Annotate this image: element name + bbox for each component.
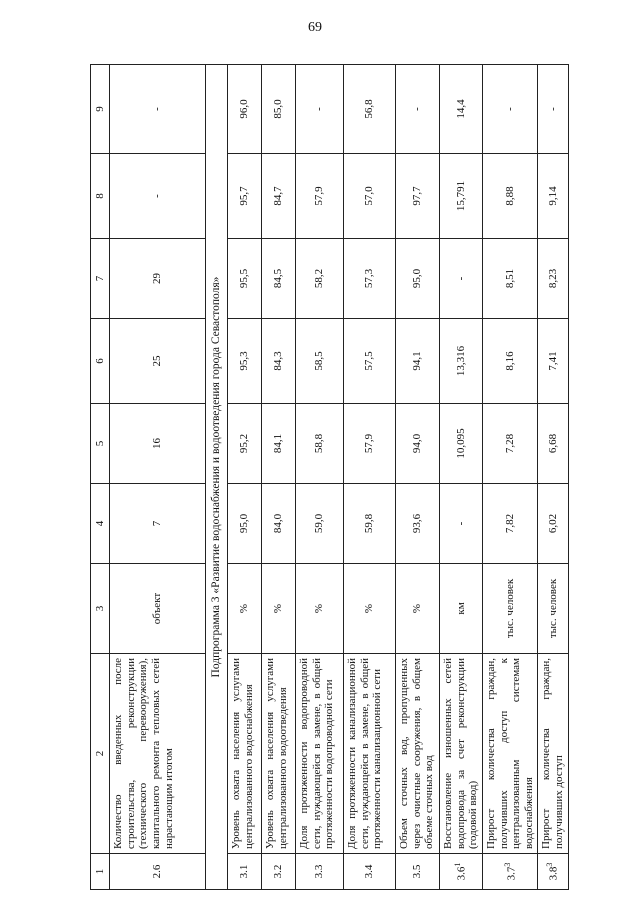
column-header: 8 [91,154,110,239]
row-id-text: 3.5 [411,864,424,879]
row-value: 7 [110,484,206,564]
row-id-text: 3.6 [455,866,468,881]
row-value: 96,0 [228,65,262,154]
row-value: - [110,154,206,239]
row-name: Уровень охвата населения услугами централизованного водоотведения [262,654,296,854]
table-row [296,65,344,890]
row-value: - [396,65,440,154]
row-value: 56,8 [344,65,396,154]
row-value: 84,0 [262,484,296,564]
row-name: Прирост количества граждан, получивших доступ к централизованным системам водоснабжения [482,654,538,854]
row-value: 58,8 [296,404,344,484]
row-id-footnote: 3 [502,862,512,867]
row-value: 16 [110,404,206,484]
row-value: 59,8 [344,484,396,564]
row-name: Доля протяженности водопроводной сети, нуждающейся в замене, в общей протяженности водопроводной сети [296,654,344,854]
row-value: - [440,484,483,564]
row-value: 25 [110,319,206,404]
row-name: Количество введенных после строительства, реконструкции (технического перевооружения), капитального ремонта тепловых сетей нарастающим итогом [110,654,206,854]
row-value: - [440,239,483,319]
row-unit: % [344,564,396,654]
row-id-text: 3.3 [313,864,326,879]
section-title: Подпрограмма 3 «Развитие водоснабжения и водоотведения города Севастополя» [206,65,228,890]
row-id-text: 3.7 [505,866,518,881]
row-value: 7,28 [482,404,538,484]
row-id [482,854,538,890]
row-id [262,854,296,890]
indicators-table [90,64,569,890]
row-value: 85,0 [262,65,296,154]
row-unit: объект [110,564,206,654]
row-value: 8,23 [538,239,568,319]
row-value: 95,5 [228,239,262,319]
row-value: 84,3 [262,319,296,404]
table-row [344,65,396,890]
row-unit: тыс. человек [482,564,538,654]
column-header: 6 [91,319,110,404]
row-value: 95,2 [228,404,262,484]
row-value: 29 [110,239,206,319]
rows-body [228,65,569,890]
row-value: 59,0 [296,484,344,564]
row-id [396,854,440,890]
row-unit: км [440,564,483,654]
row-value: 57,9 [296,154,344,239]
row-value: 97,7 [396,154,440,239]
page-number: 69 [308,20,322,35]
row-id-text: 3.1 [238,864,251,879]
row-value: 8,51 [482,239,538,319]
row-value: 14,4 [440,65,483,154]
row-value: 84,5 [262,239,296,319]
row-value: 8,88 [482,154,538,239]
row-value: 7,41 [538,319,568,404]
row-value: 13,316 [440,319,483,404]
row-value: 84,1 [262,404,296,484]
row-value: 6,68 [538,404,568,484]
table-row [538,65,568,890]
row-id-text: 3.8 [548,866,561,881]
table-row [110,65,206,890]
column-header: 5 [91,404,110,484]
row-value: - [482,65,538,154]
row-name: Восстановление изношенных сетей водопровода за счет реконструкции (годовой ввод) [440,654,483,854]
row-name: Доля протяженности канализационной сети, нуждающейся в замене, в общей протяженности канализационной сети [344,654,396,854]
row-name: Объем сточных вод, пропущенных через очистные сооружения, в общем объеме сточных вод [396,654,440,854]
row-value: - [110,65,206,154]
section-row [206,65,228,890]
table-row [396,65,440,890]
table-row [482,65,538,890]
row-value: 95,7 [228,154,262,239]
row-id [538,854,568,890]
row-value: 95,0 [396,239,440,319]
row-unit: % [396,564,440,654]
table-row [262,65,296,890]
table-row [440,65,483,890]
row-value: 57,5 [344,319,396,404]
row-id-text: 3.4 [363,864,376,879]
row-id-footnote: 3 [545,862,555,867]
row-id-footnote: 1 [453,862,463,867]
row-value: 95,0 [228,484,262,564]
row-value: 84,7 [262,154,296,239]
row-id-text: 3.2 [272,864,285,879]
row-value: 94,0 [396,404,440,484]
row-unit: % [296,564,344,654]
row-name: Прирост количества граждан, получивших доступ [538,654,568,854]
row-id [344,854,396,890]
row-value: 10,095 [440,404,483,484]
row-value: 9,14 [538,154,568,239]
row-id [228,854,262,890]
column-header: 7 [91,239,110,319]
column-header: 9 [91,65,110,154]
rotated-table-wrapper [90,65,566,890]
row-value: 94,1 [396,319,440,404]
column-header: 1 [91,854,110,890]
row-unit: % [262,564,296,654]
table-row [228,65,262,890]
row-id: 2.6 [110,854,206,890]
column-header: 2 [91,654,110,854]
row-id [440,854,483,890]
row-value: 8,16 [482,319,538,404]
row-name: Уровень охвата населения услугами централизованного водоснабжения [228,654,262,854]
row-value: 57,0 [344,154,396,239]
row-id [296,854,344,890]
row-value: 57,3 [344,239,396,319]
row-value: 15,791 [440,154,483,239]
column-header: 3 [91,564,110,654]
row-value: - [296,65,344,154]
row-value: 95,3 [228,319,262,404]
row-value: 6,02 [538,484,568,564]
row-value: 93,6 [396,484,440,564]
row-value: 58,5 [296,319,344,404]
row-unit: тыс. человек [538,564,568,654]
row-value: 7,82 [482,484,538,564]
row-unit: % [228,564,262,654]
header-row [91,65,110,890]
row-value: 57,9 [344,404,396,484]
row-value: 58,2 [296,239,344,319]
column-header: 4 [91,484,110,564]
row-value: - [538,65,568,154]
